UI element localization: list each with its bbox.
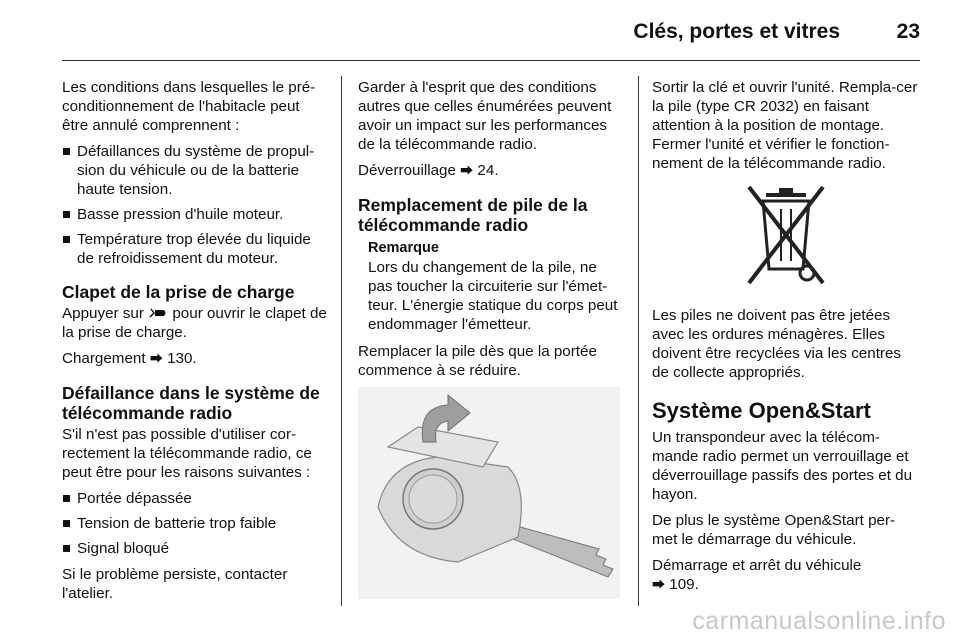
page-ref-arrow-icon: ⮕ <box>652 578 666 593</box>
list-item: Basse pression d'huile moteur. <box>62 205 328 224</box>
list-item: Signal bloqué <box>62 539 328 558</box>
paragraph: Un transpondeur avec la télécom-mande radio permet un verrouillage et déverrouillage passifs des portes et du hayon. <box>652 429 913 503</box>
list-item: Tension de batterie trop faible <box>62 514 328 533</box>
text: Appuyer sur <box>62 305 144 322</box>
list-item: Température trop élevée du liquide de refroidissement du moteur. <box>62 230 328 268</box>
xref-page[interactable]: 109. <box>669 576 699 593</box>
xref-page[interactable]: 24. <box>477 162 499 179</box>
paragraph <box>62 304 328 342</box>
paragraph: Les piles ne doivent pas être jetées avec les ordures ménagères. Elles doivent être recyclées via les centres de collecte appropriés. <box>652 307 902 381</box>
paragraph: Sortir la clé et ouvrir l'unité. Rempla-cer la pile (type CR 2032) en faisant attention à la position de montage. Fermer l'unité et vérifier le fonction-nement de la télécommande radio. <box>652 79 918 172</box>
cross-reference <box>652 556 920 595</box>
page-number: 23 <box>896 20 920 43</box>
page-ref-arrow-icon: ⮕ <box>149 352 163 367</box>
column-divider <box>638 76 639 606</box>
chapter-heading: Système Open&Start <box>652 398 871 423</box>
paragraph: Remplacer la pile dès que la portée commence à se réduire. <box>358 343 597 379</box>
cross-reference <box>358 161 622 181</box>
paragraph: Les conditions dans lesquelles le pré-conditionnement de l'habitacle peut être annulé comprennent : <box>62 79 316 134</box>
column-right <box>652 78 920 602</box>
key-battery-illustration <box>358 387 620 599</box>
section-heading: Clapet de la prise de charge <box>62 282 295 302</box>
xref-label: Chargement <box>62 350 146 367</box>
cross-reference <box>62 349 328 369</box>
column-middle <box>358 78 622 599</box>
recycling-symbol <box>741 183 831 292</box>
paragraph: Si le problème persiste, contacter l'atelier. <box>62 566 288 602</box>
page-ref-arrow-icon: ⮕ <box>460 164 474 179</box>
bullet-list <box>62 142 328 268</box>
text: pour ouvrir le clapet de la prise de charge. <box>62 305 327 341</box>
list-item: Portée dépassée <box>62 489 328 508</box>
page-header <box>62 0 920 61</box>
section-heading: Défaillance dans le système de télécommande radio <box>62 383 320 423</box>
watermark: carmanualsonline.info <box>692 607 946 635</box>
xref-page[interactable]: 130. <box>167 350 197 367</box>
paragraph: S'il n'est pas possible d'utiliser cor-rectement la télécommande radio, ce peut être pour les raisons suivantes : <box>62 426 312 481</box>
column-divider <box>341 76 342 606</box>
note-box <box>368 239 622 334</box>
note-text: Lors du changement de la pile, ne pas toucher la circuiterie sur l'émet-teur. L'énergie statique du corps peut endommager l'émetteur. <box>368 259 618 333</box>
remote-key-open-image <box>358 387 620 599</box>
xref-label: Déverrouillage <box>358 162 456 179</box>
xref-label: Démarrage et arrêt du véhicule <box>652 557 862 574</box>
crossed-out-bin-icon <box>741 183 831 287</box>
column-left <box>62 78 328 610</box>
page-title: Clés, portes et vitres <box>633 20 840 43</box>
bullet-list <box>62 489 328 558</box>
section-heading: Remplacement de pile de la télécommande radio <box>358 195 588 235</box>
list-item: Défaillances du système de propul-sion du véhicule ou de la batterie haute tension. <box>62 142 328 199</box>
paragraph: De plus le système Open&Start per-met le démarrage du véhicule. <box>652 512 896 548</box>
note-title: Remarque <box>368 240 439 256</box>
paragraph: Garder à l'esprit que des conditions autres que celles énumérées peuvent avoir un impact sur les performances de la télécommande radio. <box>358 79 612 153</box>
charge-flap-icon <box>148 307 168 319</box>
